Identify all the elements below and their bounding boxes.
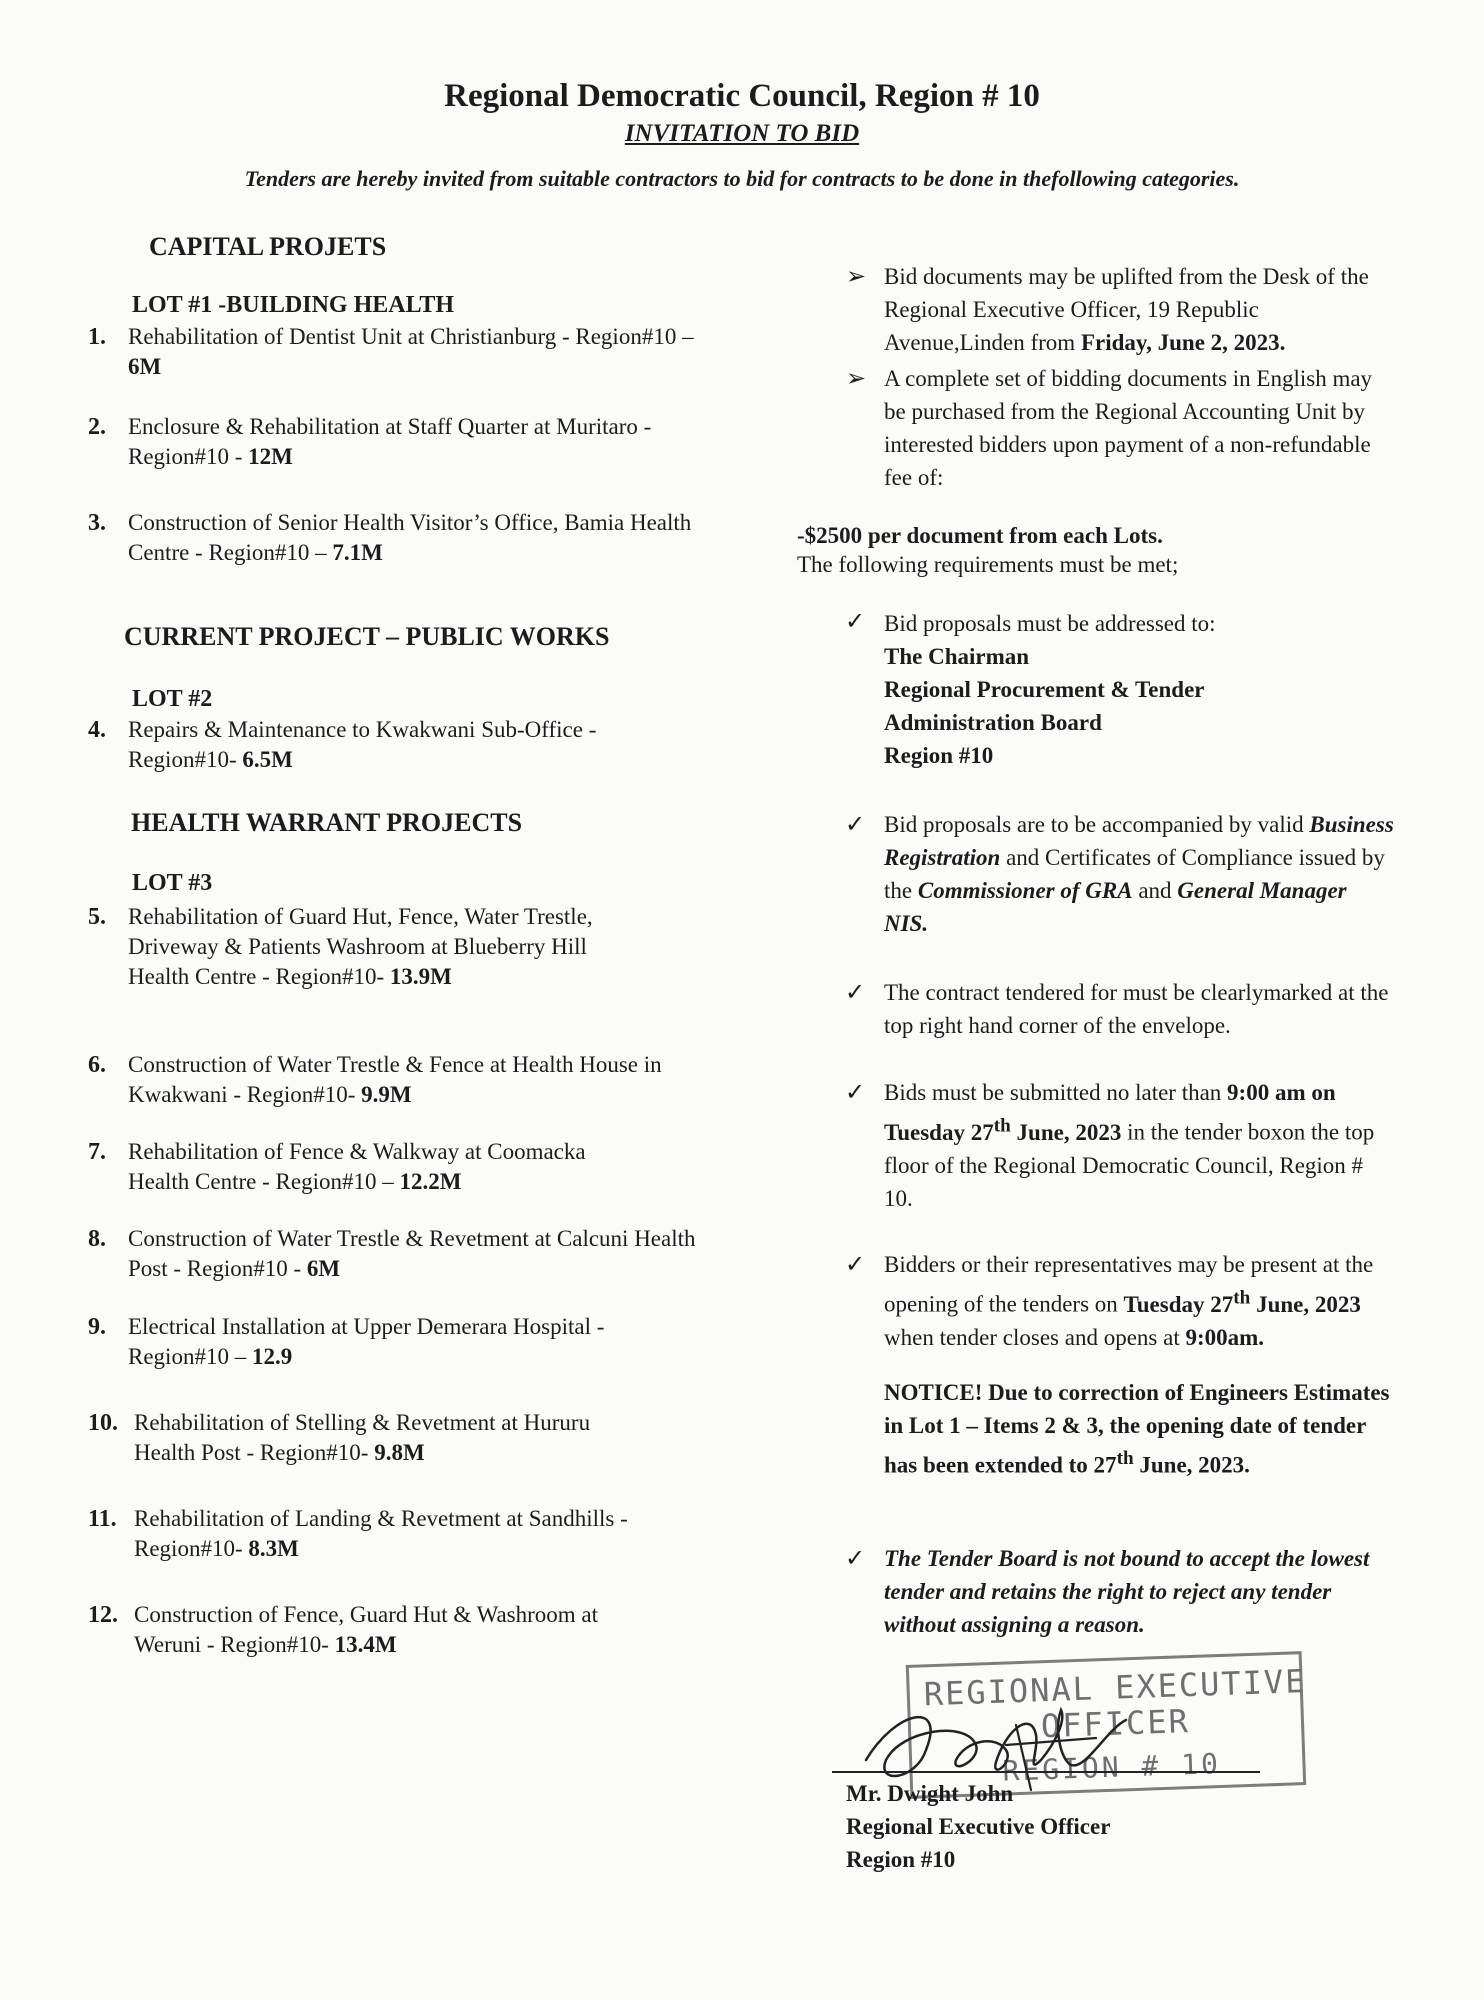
- item-number: 5.: [88, 904, 106, 930]
- requirement-address: Bid proposals must be addressed to: The Chairman Regional Procurement & Tender Administration Board Region #10: [884, 611, 1216, 768]
- bullet-uplift-documents: Bid documents may be uplifted from the Desk of the Regional Executive Officer, 19 Republic Avenue,Linden from Friday, June 2, 2023.: [884, 264, 1369, 355]
- item-text: Electrical Installation at Upper Demerara Hospital - Region#10 – 12.9: [128, 1314, 605, 1369]
- signatory-role: Regional Executive Officer: [846, 1814, 1111, 1839]
- item-text: Rehabilitation of Dentist Unit at Christianburg - Region#10 – 6M: [128, 324, 694, 379]
- item-amount: 12M: [248, 444, 293, 469]
- item-text: Construction of Water Trestle & Revetment at Calcuni Health Post - Region#10 - 6M: [128, 1226, 696, 1281]
- item-amount: 6.5M: [242, 747, 293, 772]
- item-text: Construction of Senior Health Visitor’s Office, Bamia Health Centre - Region#10 – 7.1M: [128, 510, 692, 565]
- item-text: Rehabilitation of Landing & Revetment at Sandhills - Region#10- 8.3M: [134, 1506, 628, 1561]
- lot3-heading: LOT #3: [132, 870, 213, 896]
- lot1-heading: LOT #1 -BUILDING HEALTH: [132, 292, 455, 318]
- item-amount: 6M: [128, 354, 162, 379]
- official-stamp: REGIONAL EXECUTIVE OFFICER REGION # 10: [906, 1651, 1306, 1799]
- item-amount: 9.8M: [374, 1440, 425, 1465]
- item-number: 3.: [88, 510, 106, 536]
- arrow-bullet-icon: ➢: [846, 366, 867, 392]
- item-number: 12.: [88, 1602, 118, 1628]
- item-text: Rehabilitation of Guard Hut, Fence, Water Trestle, Driveway & Patients Washroom at Blueberry Hill Health Centre - Region#10- 13.9M: [128, 904, 593, 989]
- item-amount: 6M: [306, 1256, 341, 1281]
- item-text: Construction of Fence, Guard Hut & Washroom at Weruni - Region#10- 13.4M: [134, 1602, 599, 1657]
- requirement-opening: Bidders or their representatives may be present at the opening of the tenders on Tuesday 27th June, 2023 when tender closes and opens at 9:00am.: [884, 1252, 1374, 1350]
- lot2-heading: LOT #2: [132, 686, 213, 712]
- intro-text: Tenders are hereby invited from suitable contractors to bid for contracts to be done in thefollowing categories.: [244, 166, 1240, 191]
- requirement-deadline: Bids must be submitted no later than 9:00 am on Tuesday 27th June, 2023 in the tender boxon the top floor of the Regional Democratic Council, Region # 10.: [884, 1080, 1375, 1211]
- item-number: 4.: [88, 717, 106, 743]
- item-amount: 7.1M: [332, 540, 383, 565]
- page-subtitle: INVITATION TO BID: [624, 120, 860, 147]
- item-amount: 12.9: [251, 1344, 293, 1369]
- item-number: 6.: [88, 1052, 106, 1078]
- item-text: Rehabilitation of Stelling & Revetment at Hururu Health Post - Region#10- 9.8M: [134, 1410, 591, 1465]
- arrow-bullet-icon: ➢: [846, 264, 867, 290]
- item-number: 8.: [88, 1226, 106, 1252]
- checkmark-icon: ✓: [845, 1080, 866, 1106]
- requirement-marking: The contract tendered for must be clearlymarked at the top right hand corner of the envelope.: [884, 980, 1389, 1038]
- item-number: 1.: [88, 324, 106, 350]
- page-title: Regional Democratic Council, Region # 10: [444, 78, 1040, 114]
- bullet-purchase-documents: A complete set of bidding documents in English may be purchased from the Regional Accounting Unit by interested bidders upon payment of a non-refundable fee of:: [884, 366, 1373, 490]
- fee-text: -$2500 per document from each Lots.: [797, 523, 1163, 548]
- health-warrant-heading: HEALTH WARRANT PROJECTS: [131, 808, 523, 837]
- checkmark-icon: ✓: [845, 1546, 866, 1572]
- item-number: 10.: [88, 1410, 118, 1436]
- checkmark-icon: ✓: [845, 1252, 866, 1278]
- checkmark-icon: ✓: [845, 812, 866, 838]
- item-number: 2.: [88, 414, 106, 440]
- item-amount: 12.2M: [399, 1169, 462, 1194]
- requirements-intro: The following requirements must be met;: [797, 552, 1179, 577]
- item-amount: 13.9M: [389, 964, 452, 989]
- requirement-registration: Bid proposals are to be accompanied by valid Business Registration and Certificates of Compliance issued by the Commissioner of GRA and General Manager NIS.: [884, 812, 1394, 936]
- item-number: 9.: [88, 1314, 106, 1340]
- signatory-block: [846, 1777, 1110, 1876]
- signatory-region: Region #10: [846, 1847, 956, 1872]
- item-number: 7.: [88, 1139, 106, 1165]
- signatory-name: Mr. Dwight John: [846, 1781, 1014, 1806]
- signature-line: [832, 1771, 1260, 1773]
- item-text: Construction of Water Trestle & Fence at Health House in Kwakwani - Region#10- 9.9M: [128, 1052, 662, 1107]
- tender-board-disclaimer: The Tender Board is not bound to accept the lowest tender and retains the right to reject any tender without assigning a reason.: [884, 1546, 1370, 1637]
- item-text: Repairs & Maintenance to Kwakwani Sub-Office - Region#10- 6.5M: [128, 717, 597, 772]
- item-amount: 8.3M: [248, 1536, 299, 1561]
- item-amount: 13.4M: [334, 1632, 397, 1657]
- item-amount: 9.9M: [361, 1082, 412, 1107]
- checkmark-icon: ✓: [845, 980, 866, 1006]
- item-number: 11.: [88, 1506, 117, 1532]
- notice-text: NOTICE! Due to correction of Engineers Estimates in Lot 1 – Items 2 & 3, the opening date of tender has been extended to 27th June, 2023.: [884, 1380, 1390, 1478]
- current-project-heading: CURRENT PROJECT – PUBLIC WORKS: [124, 622, 610, 651]
- item-text: Rehabilitation of Fence & Walkway at Coomacka Health Centre - Region#10 – 12.2M: [128, 1139, 586, 1194]
- item-text: Enclosure & Rehabilitation at Staff Quarter at Muritaro - Region#10 - 12M: [128, 414, 652, 469]
- checkmark-icon: ✓: [845, 609, 866, 635]
- capital-projects-heading: CAPITAL PROJETS: [149, 232, 387, 261]
